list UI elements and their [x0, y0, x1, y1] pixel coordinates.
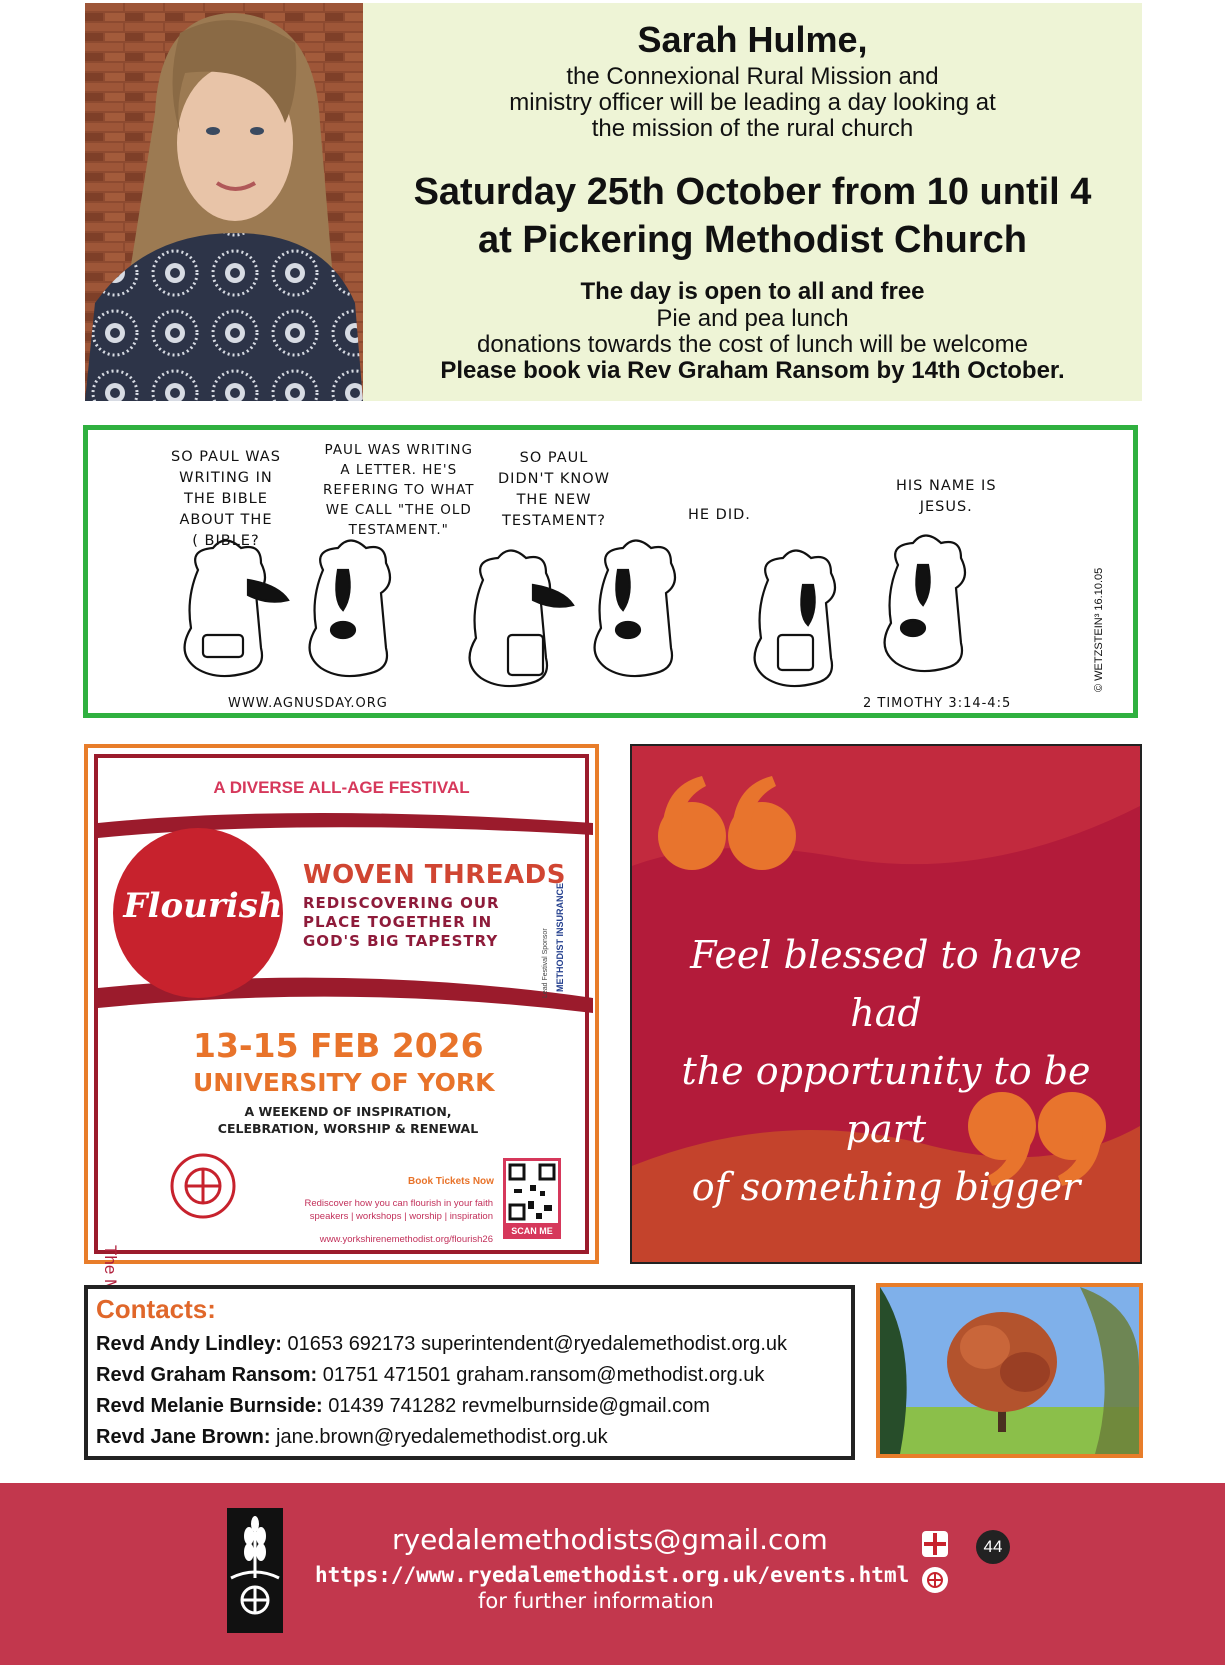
quote-line: the opportunity to be part — [681, 1049, 1091, 1151]
booking-line: Please book via Rev Graham Ransom by 14th October. — [440, 357, 1065, 384]
donations-line: donations towards the cost of lunch will be welcome — [477, 331, 1028, 358]
event-panel — [363, 3, 1142, 401]
autumn-tree-photo — [876, 1283, 1143, 1458]
festival-url[interactable]: www.yorkshirenemethodist.org/flourish26 — [319, 1234, 493, 1245]
event-datetime — [363, 168, 1142, 264]
contact-name: Revd Graham Ransom: — [96, 1364, 318, 1386]
contacts-title: Contacts: — [96, 1294, 216, 1324]
footer-url[interactable]: https://www.ryedalemethodist.org.uk/events.html — [315, 1563, 910, 1587]
qr-code-icon[interactable] — [503, 1158, 561, 1226]
page-number: 44 — [976, 1530, 1010, 1564]
speaker-photo — [85, 3, 363, 401]
footer — [0, 1483, 1225, 1665]
cartoon-sheep-drawings — [88, 540, 1133, 700]
speech-bubble: HIS NAME IS JESUS. — [896, 478, 997, 515]
contact-details[interactable]: 01751 471501 graham.ransom@methodist.org.uk — [322, 1364, 765, 1386]
speaker-desc-line: the Connexional Rural Mission and — [566, 63, 939, 90]
speech-bubble: HE DID. — [688, 507, 751, 523]
contact-row — [96, 1395, 710, 1418]
quote-text — [652, 926, 1120, 1216]
quote-card — [630, 744, 1142, 1264]
district-seal-icon — [170, 1153, 236, 1219]
festival-venue: UNIVERSITY OF YORK — [193, 1068, 495, 1097]
cartoon-scripture-reference: 2 TIMOTHY 3:14-4:5 — [863, 696, 1012, 711]
contacts-box — [84, 1285, 855, 1460]
flourish-logo: Flourish — [123, 886, 283, 926]
event-venue-line: at Pickering Methodist Church — [478, 219, 1027, 261]
festival-subtitle: REDISCOVERING OUR PLACE TOGETHER IN GOD'S BIG TAPESTRY — [303, 894, 500, 950]
speech-bubble: SO PAUL DIDN'T KNOW THE NEW TESTAMENT? — [498, 450, 611, 529]
festival-promo: Rediscover how you can flourish in your faith speakers | workshops | worship | inspiration — [304, 1198, 493, 1222]
contact-row — [96, 1364, 764, 1387]
festival-dates: 13-15 FEB 2026 — [193, 1026, 484, 1065]
speech-bubble: PAUL WAS WRITING A LETTER. HE'S REFERING TO WHAT WE CALL "THE OLD TESTAMENT." — [323, 442, 475, 538]
flourish-festival-poster — [84, 744, 599, 1264]
sponsor-name: METHODIST INSURANCE — [555, 882, 565, 992]
contact-details[interactable]: jane.brown@ryedalemethodist.org.uk — [276, 1426, 608, 1448]
cartoon-credit: © WETZSTEIN³ 16.10.05 — [1093, 567, 1105, 692]
speaker-description — [363, 64, 1142, 142]
contact-row — [96, 1426, 608, 1449]
contact-details[interactable]: 01653 692173 superintendent@ryedalemethodist.org.uk — [287, 1333, 788, 1355]
contact-row — [96, 1333, 787, 1356]
cross-shield-icon — [921, 1530, 949, 1558]
contact-name: Revd Andy Lindley: — [96, 1333, 282, 1355]
open-to-all-line: The day is open to all and free — [580, 278, 925, 305]
contact-name: Revd Melanie Burnside: — [96, 1395, 323, 1417]
methodist-logo-icon — [227, 1508, 283, 1633]
footer-info: for further information — [478, 1589, 714, 1613]
festival-description: A WEEKEND OF INSPIRATION, CELEBRATION, WORSHIP & RENEWAL — [217, 1104, 479, 1136]
festival-tag: A DIVERSE ALL-AGE FESTIVAL — [213, 778, 470, 797]
scan-me-label: SCAN ME — [503, 1223, 561, 1239]
footer-email[interactable]: ryedalemethodists@gmail.com — [392, 1523, 828, 1556]
speaker-desc-line: ministry officer will be leading a day looking at — [509, 89, 996, 116]
event-date-line: Saturday 25th October from 10 until 4 — [413, 171, 1092, 213]
festival-title: WOVEN THREADS — [303, 860, 566, 890]
quote-line: of something bigger — [691, 1165, 1081, 1209]
speech-bubble: SO PAUL WAS WRITING IN THE BIBLE ABOUT THE ( BIBLE? — [171, 449, 281, 549]
speaker-name: Sarah Hulme, — [637, 19, 868, 60]
cartoon-website: WWW.AGNUSDAY.ORG — [228, 696, 388, 711]
lunch-line: Pie and pea lunch — [656, 305, 849, 332]
sponsor-label: Lead Festival Sponsor — [542, 928, 549, 998]
speaker-desc-line: the mission of the rural church — [591, 115, 914, 142]
contact-details[interactable]: 01439 741282 revmelburnside@gmail.com — [328, 1395, 710, 1417]
district-badge-icon — [921, 1566, 949, 1594]
contact-name: Revd Jane Brown: — [96, 1426, 271, 1448]
agnus-day-cartoon — [83, 425, 1138, 718]
quote-line: Feel blessed to have had — [690, 933, 1082, 1035]
poster-frame — [94, 754, 589, 1254]
book-tickets-label: Book Tickets Now — [408, 1176, 494, 1187]
